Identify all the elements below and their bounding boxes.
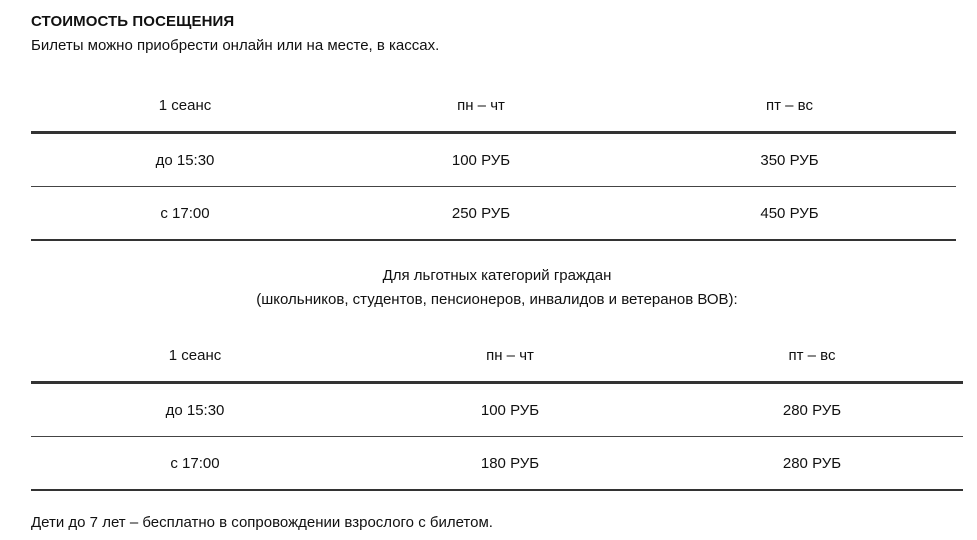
column-header-weekend: пт – вс [661, 330, 963, 383]
weekday-price-cell: 100 РУБ [339, 133, 623, 187]
table-header-row [31, 330, 963, 383]
concession-line-2: (школьников, студентов, пенсионеров, инвалидов и ветеранов ВОВ): [256, 291, 738, 308]
concession-note [31, 264, 963, 312]
weekday-price-cell: 100 РУБ [359, 383, 661, 437]
weekday-price-cell: 250 РУБ [339, 187, 623, 241]
weekend-price-cell: 280 РУБ [661, 437, 963, 491]
weekend-price-cell: 350 РУБ [623, 133, 956, 187]
intro-text: Билеты можно приобрести онлайн или на месте, в кассах. [31, 37, 440, 54]
weekday-price-cell: 180 РУБ [359, 437, 661, 491]
column-header-weekdays: пн – чт [339, 80, 623, 133]
table-row [31, 133, 956, 187]
page-title: СТОИМОСТЬ ПОСЕЩЕНИЯ [31, 13, 235, 30]
concession-line-1: Для льготных категорий граждан [382, 267, 612, 284]
table-row [31, 383, 963, 437]
table-row [31, 437, 963, 491]
session-time-cell: с 17:00 [31, 187, 339, 241]
column-header-weekend: пт – вс [623, 80, 956, 133]
table-header-row [31, 80, 956, 133]
session-time-cell: с 17:00 [31, 437, 359, 491]
weekend-price-cell: 450 РУБ [623, 187, 956, 241]
session-time-cell: до 15:30 [31, 383, 359, 437]
column-header-session: 1 сеанс [31, 330, 359, 383]
concession-price-table [31, 330, 963, 491]
column-header-weekdays: пн – чт [359, 330, 661, 383]
session-time-cell: до 15:30 [31, 133, 339, 187]
children-note: Дети до 7 лет – бесплатно в сопровождении взрослого с билетом. [31, 514, 493, 531]
table-row [31, 187, 956, 241]
weekend-price-cell: 280 РУБ [661, 383, 963, 437]
regular-price-table [31, 80, 956, 241]
column-header-session: 1 сеанс [31, 80, 339, 133]
